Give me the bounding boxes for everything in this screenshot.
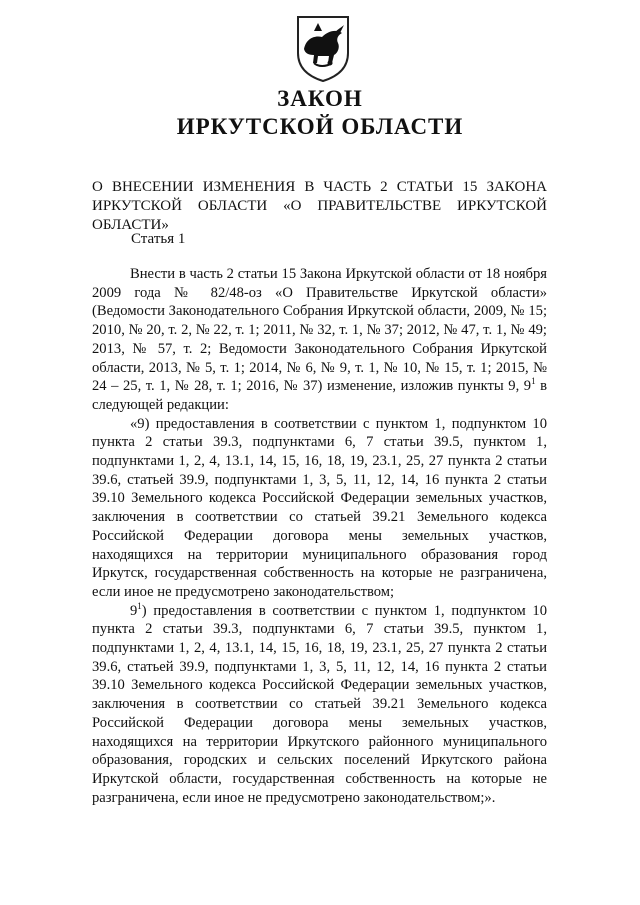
intro-superscript: 1 <box>531 376 536 387</box>
coat-of-arms-icon <box>294 13 352 83</box>
article-body <box>92 265 547 807</box>
item-9-1-number: 9 <box>130 602 138 619</box>
item-9-1-paragraph <box>92 602 547 808</box>
law-subject: О ВНЕСЕНИИ ИЗМЕНЕНИЯ В ЧАСТЬ 2 СТАТЬИ 15 ЗАКОНА ИРКУТСКОЙ ОБЛАСТИ «О ПРАВИТЕЛЬСТВЕ ИРКУТСКОЙ ОБЛАСТИ» <box>92 179 547 233</box>
intro-paragraph <box>92 265 547 415</box>
article-heading: Статья 1 <box>131 231 186 247</box>
intro-text: Внести в часть 2 статьи 15 Закона Иркутской области от 18 ноября 2009 года № 82/48-оз «О Правительстве Иркутской области» (Ведомости Законодательного Собрания Иркутской области, 2009, № 15; 2010, № 20, т. 2, № 22, т. 1; 2011, № 32, т. 1, № 37; 2012, № 47, т. 1, № 49; 2013, № 57, т. 2; Ведомости Законодательного Собрания Иркутской области, 2013, № 5, т. 1; 2014, № 6, № 9, т. 1, № 10, № 15, т. 1; 2015, № 24 – 25, т. 1, № 28, т. 1; 2016, № 37) изменение, изложив пункты 9, 9 <box>92 266 547 395</box>
law-title: ЗАКОН <box>277 86 363 111</box>
item-9-1-text: ) предоставления в соответствии с пунктом 1, подпунктом 10 пункта 2 статьи 39.3, подпунктами 6, 7 статьи 39.5, пунктом 1, подпунктами 1, 2, 4, 13.1, 14, 15, 16, 18, 19, 23.1, 25, 27 пункта 2 статьи 39.6, статьей 39.9, подпунктами 1, 3, 5, 11, 12, 14, 16 пункта 2 статьи 39.10 Земельного кодекса Российской Федерации земельных участков, заключения в соответствии со статьей 39.21 Земельного кодекса Российской Федерации договора мены земельных участков, находящихся на территории Иркутского районного муниципального образования, городских и сельских поселений Иркутского района Иркутской области, государственная собственность на которые не разграничена, если иное не предусмотрено законодательством;». <box>92 602 547 806</box>
region-title: ИРКУТСКОЙ ОБЛАСТИ <box>176 114 464 139</box>
item-9-paragraph: «9) предоставления в соответствии с пунктом 1, подпунктом 10 пункта 2 статьи 39.3, подпунктами 6, 7 статьи 39.5, пунктом 1, подпунктами 1, 2, 4, 13.1, 14, 15, 16, 18, 19, 23.1, 25, 27 пункта 2 статьи 39.6, статьей 39.9, подпунктами 1, 3, 5, 11, 12, 14, 16 пункта 2 статьи 39.10 Земельного кодекса Российской Федерации земельных участков, заключения в соответствии со статьей 39.21 Земельного кодекса Российской Федерации договора мены земельных участков, находящихся на территории муниципального образования город Иркутск, государственная собственность на которые не разграничена, если иное не предусмотрено законодательством; <box>92 415 547 600</box>
item-9-1-superscript: 1 <box>137 600 142 611</box>
intro-text-end: в следующей редакции: <box>92 378 547 413</box>
